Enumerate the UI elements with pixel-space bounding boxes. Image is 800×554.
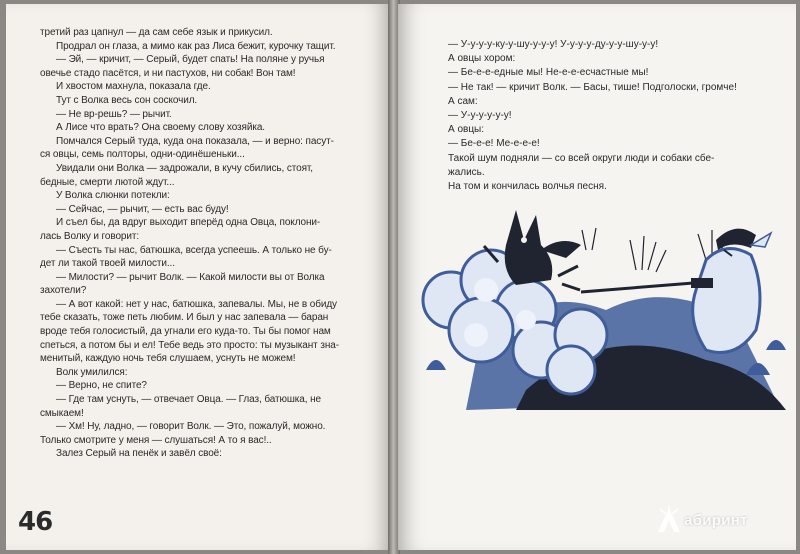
- text-line: овечье стадо пасётся, и ни пастухов, ни собак! Вон там!: [40, 67, 296, 79]
- text-line: — Милости? — рычит Волк. — Какой милости вы от Волка: [56, 271, 325, 283]
- text-line: А овцы хором:: [448, 53, 516, 65]
- text-line: — У-у-у-у-ку-у-шу-у-у-у! У-у-у-у-ду-у-у-шу-у-у!: [448, 39, 659, 50]
- text-line: — Бе-е-е-едные мы! Не-е-е-есчастные мы!: [448, 67, 649, 79]
- text-line: лась Волку и говорит:: [40, 230, 140, 242]
- text-line: — А вот какой: нет у нас, батюшка, запевалы. Мы, не в обиду: [56, 298, 337, 310]
- text-line: смыкаем!: [40, 407, 84, 419]
- text-line: И хвостом махнула, показала где.: [56, 81, 211, 93]
- text-line: Продрал он глаза, а мимо как раз Лиса бежит, курочку тащит.: [56, 40, 336, 52]
- page-number: 46: [18, 507, 53, 537]
- text-line: — Где там уснуть, — отвечает Овца. — Глаз, батюшка, не: [56, 394, 321, 406]
- text-line: — Сейчас, — рычит, — есть вас буду!: [56, 203, 229, 215]
- text-line: На том и кончилась волчья песня.: [448, 181, 607, 193]
- text-line: А овцы:: [448, 124, 485, 136]
- right-page-text: [448, 38, 778, 194]
- text-line: тебе сказать, тоже петь любим. И был у нас запевала — баран: [40, 312, 329, 324]
- watermark-text: абиринт: [684, 512, 748, 529]
- text-line: У Волка слюнки потекли:: [56, 190, 170, 202]
- text-line: спеться, а потом бы и ел! Тебе ведь это просто: ты музыкант зна-: [40, 339, 339, 351]
- text-line: А Лисе что врать? Она своему слову хозяйка.: [56, 122, 265, 134]
- text-line: захотели?: [40, 285, 87, 297]
- text-line: Только смотрите у меня — слушаться! А то я вас!..: [40, 434, 272, 446]
- text-line: жались.: [448, 166, 485, 178]
- text-line: Помчался Серый туда, куда она показала, — и верно: пасут-: [56, 135, 334, 147]
- text-line: Такой шум подняли — со всей округи люди и собаки сбе-: [448, 152, 715, 164]
- text-line: Тут с Волка весь сон соскочил.: [56, 94, 198, 106]
- text-line: — Бе-е-е! Ме-е-е-е!: [448, 138, 540, 150]
- labirint-watermark: [656, 504, 766, 534]
- text-line: вроде тебя голосистый, да угнали его куда-то. Ты бы помог нам: [40, 326, 331, 338]
- right-page: [398, 4, 796, 550]
- text-line: третий раз цапнул — да сам себе язык и прикусил.: [40, 27, 273, 38]
- wolf-and-sheep-illustration: [406, 200, 796, 410]
- text-line: И съел бы, да вдруг выходит вперёд одна Овца, поклони-: [56, 217, 321, 229]
- text-line: — Верно, не спите?: [56, 380, 147, 392]
- text-line: бедные, смерти лютой ждут...: [40, 176, 175, 188]
- text-line: А сам:: [448, 95, 478, 107]
- text-line: — Не так! — кричит Волк. — Басы, тише! Подголоски, громче!: [448, 81, 737, 93]
- text-line: Волк умилился:: [56, 366, 128, 378]
- text-line: — Хм! Ну, ладно, — говорит Волк. — Это, пожалуй, можно.: [56, 421, 326, 433]
- text-line: — Эй, — кричит, — Серый, будет спать! На поляне у ручья: [56, 54, 325, 66]
- left-page-text: [40, 26, 385, 461]
- text-line: — Съесть ты нас, батюшка, всегда успеешь. А только не бу-: [56, 244, 332, 256]
- text-line: Увидали они Волка — задрожали, в кучу сбились, стоят,: [56, 162, 313, 174]
- text-line: — У-у-у-у-у-у!: [448, 110, 512, 122]
- text-line: — Не вр-решь? — рычит.: [56, 108, 172, 120]
- text-line: дет ли такой твоей милости...: [40, 258, 175, 270]
- labirint-logo-icon: [656, 506, 682, 534]
- text-line: Залез Серый на пенёк и завёл своё:: [56, 448, 222, 460]
- text-line: менитый, каждую ночь тебя слушаем, уснуть не можем!: [40, 353, 296, 365]
- text-line: ся овцы, семь полторы, одни-одинёшеньки...: [40, 149, 245, 161]
- left-page: [6, 4, 390, 550]
